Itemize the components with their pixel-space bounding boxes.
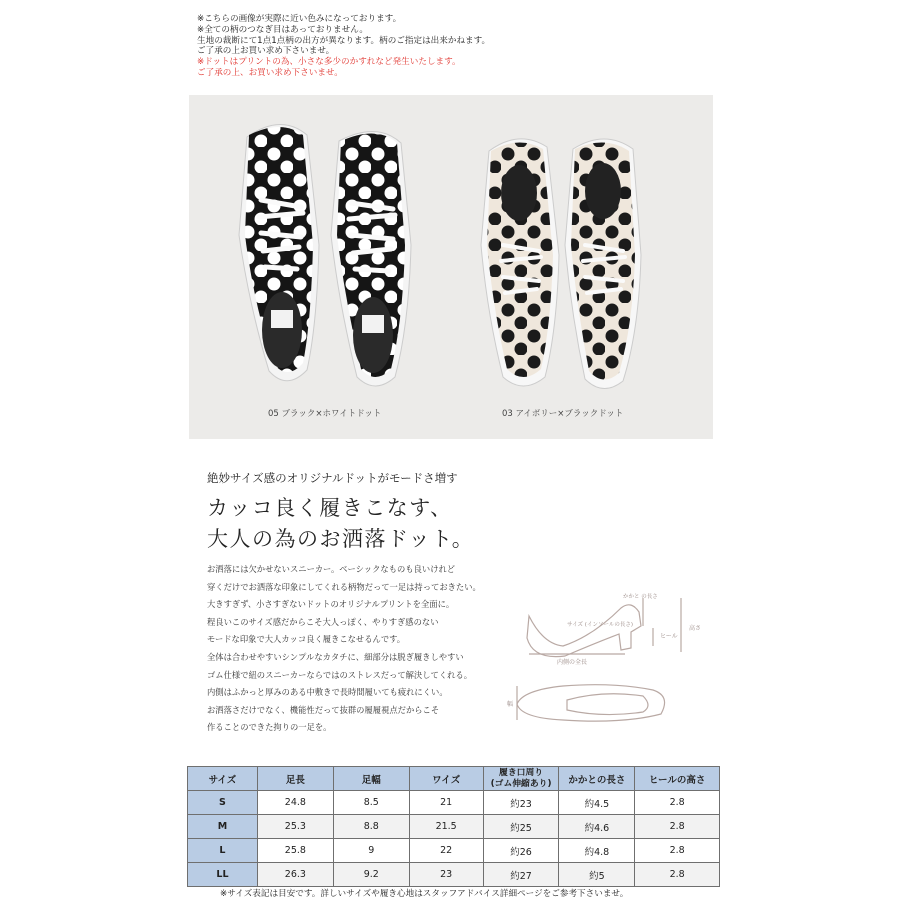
table-cell: 約5 [559, 863, 635, 887]
caption-black-white-dot: 05 ブラック×ホワイトドット [268, 409, 382, 419]
description-line: 穿くだけでお洒落な印象にしてくれる柄物だって一足は持っておきたい。 [207, 581, 481, 592]
diagram-heel-length-label: かかと の長さ [623, 594, 658, 600]
black-sneaker-right [331, 131, 411, 386]
table-row [188, 791, 720, 815]
table-cell: 2.8 [635, 815, 720, 839]
notice-line: ご了承の上お買い求め下さいませ。 [197, 46, 335, 57]
ivory-sneaker-left [481, 139, 559, 386]
description-line: 程良いこのサイズ感だからこそ大人っぽく、やりすぎ感のない [207, 616, 439, 627]
diagram-size-label: サイズ (インソールの長さ) [567, 622, 633, 628]
table-row [188, 839, 720, 863]
table-cell: 約4.8 [559, 839, 635, 863]
headline-line-1: カッコ良く履きこなす、 [207, 496, 453, 520]
shoe-measurement-diagram [503, 586, 718, 736]
product-photo [189, 95, 713, 439]
diagram-heel-label: ヒール [660, 633, 678, 640]
size-table-footnote: ※サイズ表記は目安です。詳しいサイズや履き心地はスタッフアドバイス詳細ページをご参考下さいませ。 [220, 889, 629, 899]
sneakers-illustration [189, 95, 713, 439]
notice-text-block [197, 14, 597, 79]
description-line: お洒落には欠かせないスニーカー。ベーシックなものも良いけれど [207, 564, 456, 574]
table-cell: 24.8 [257, 791, 333, 815]
table-row [188, 815, 720, 839]
col-header-wise: ワイズ [409, 767, 483, 791]
black-sneaker-left [239, 124, 319, 380]
notice-line-warning: ※ドットはプリントの為、小さな多少のかすれなど発生いたします。 [197, 57, 461, 68]
diagram-height-label: 高さ [689, 625, 702, 632]
ivory-sneaker-right [565, 139, 641, 389]
size-table-header-row [188, 767, 720, 791]
col-header-heel-height: ヒールの高さ [635, 767, 720, 791]
table-cell: 9 [333, 839, 409, 863]
size-table [187, 766, 720, 887]
size-cell: M [188, 815, 258, 839]
table-cell: 26.3 [257, 863, 333, 887]
table-cell: 23 [409, 863, 483, 887]
tagline: 絶妙サイズ感のオリジナルドットがモードさ増す [207, 471, 458, 485]
description-line: 全体は合わせやすいシンプルなカタチに、細部分は脱ぎ履きしやすい [207, 651, 464, 662]
col-header-foot-length: 足長 [257, 767, 333, 791]
description-text [207, 561, 481, 737]
size-cell: L [188, 839, 258, 863]
table-cell: 8.5 [333, 791, 409, 815]
description-line: 作ることのできた拘りの一足を。 [207, 722, 332, 733]
table-cell: 約26 [483, 839, 559, 863]
notice-line: ※こちらの画像が実際に近い色みになっております。 [197, 14, 402, 24]
diagram-width-label: 幅 [507, 701, 514, 708]
size-cell: LL [188, 863, 258, 887]
diagram-inner-length-label: 内側の全長 [557, 659, 588, 666]
description-line: お洒落さだけでなく、機能性だって抜群の履履視点だからこそ [207, 704, 440, 715]
table-cell: 9.2 [333, 863, 409, 887]
notice-line-warning: ご了承の上、お買い求め下さいませ。 [197, 67, 343, 78]
table-cell: 約23 [483, 791, 559, 815]
description-line: ゴム仕様で紐のスニーカーならではのストレスだって解決してくれる。 [207, 669, 473, 680]
table-cell: 約4.5 [559, 791, 635, 815]
table-cell: 2.8 [635, 791, 720, 815]
notice-line: 生地の裁断にて1点1点柄の出方が異なります。柄のご指定は出来かねます。 [197, 35, 491, 46]
notice-line: ※全ての柄のつなぎ目はあっておりません。 [197, 24, 368, 35]
description-line: モードな印象で大人カッコ良く履きこなせるんです。 [207, 634, 406, 645]
table-cell: 21 [409, 791, 483, 815]
table-cell: 25.3 [257, 815, 333, 839]
table-cell: 2.8 [635, 863, 720, 887]
col-header-foot-width: 足幅 [333, 767, 409, 791]
table-cell: 8.8 [333, 815, 409, 839]
table-cell: 約25 [483, 815, 559, 839]
table-cell: 21.5 [409, 815, 483, 839]
col-header-opening: 履き口周り (ゴム伸縮あり) [483, 767, 559, 791]
table-cell: 25.8 [257, 839, 333, 863]
description-line: 内側はふかっと厚みのある中敷きで長時間履いても疲れにくい。 [207, 687, 448, 698]
table-cell: 2.8 [635, 839, 720, 863]
table-cell: 約27 [483, 863, 559, 887]
col-header-heel-length: かかとの長さ [559, 767, 635, 791]
table-cell: 22 [409, 839, 483, 863]
col-header-size: サイズ [188, 767, 258, 791]
caption-ivory-black-dot: 03 アイボリー×ブラックドット [502, 409, 624, 419]
headline-line-2: 大人の為のお洒落ドット。 [207, 527, 475, 551]
size-cell: S [188, 791, 258, 815]
description-line: 大きすぎず、小さすぎないドットのオリジナルプリントを全面に。 [207, 599, 455, 610]
table-cell: 約4.6 [559, 815, 635, 839]
table-row [188, 863, 720, 887]
